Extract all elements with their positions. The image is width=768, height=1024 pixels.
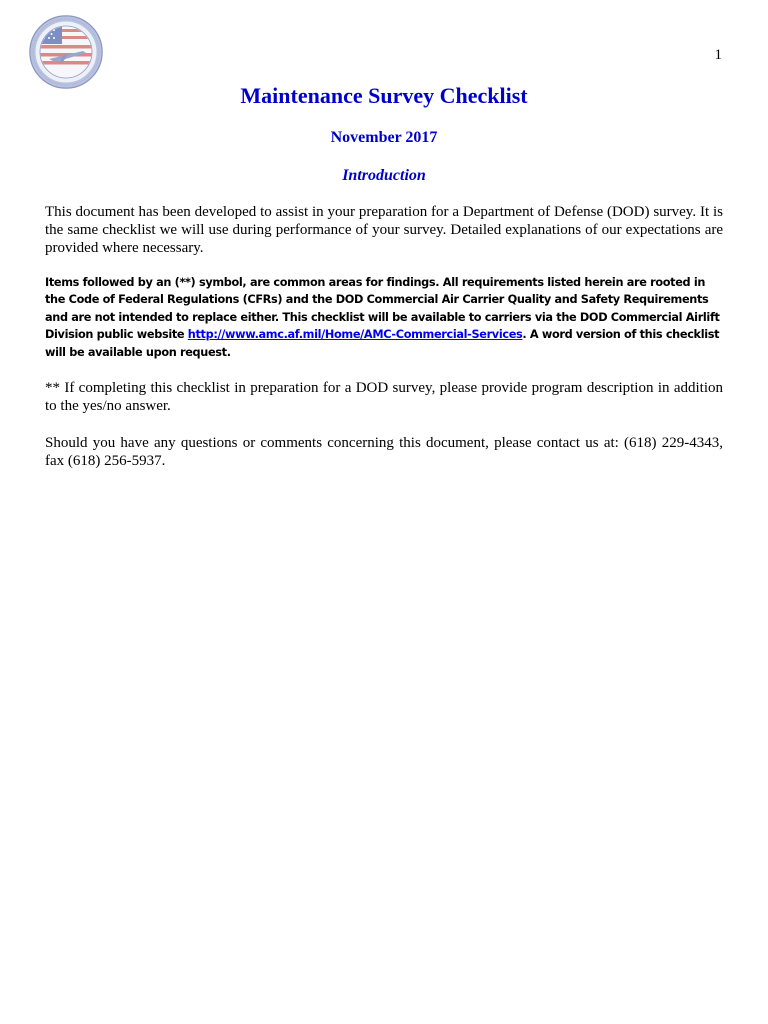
document-date: November 2017: [330, 129, 438, 146]
document-title: Maintenance Survey Checklist: [240, 83, 528, 108]
contact-paragraph: Should you have any questions or comments concerning this document, please contact us at: (618) 229-4343, fax (618) 256-5937.: [45, 435, 723, 469]
department-of-defense-seal-icon: [29, 15, 103, 89]
section-heading-introduction: Introduction: [342, 167, 426, 184]
findings-note-text: Items followed by an (**) symbol, are common areas for findings. All requirements listed herein are rooted in the Code of Federal Regulations (CFRs) and the DOD Commercial Air Carrier Quality and Safety Requirements and are not intended to replace either. This checklist will be available to carriers via the DOD Commercial Airlift Division public website: [45, 276, 720, 342]
amc-website-link[interactable]: http://www.amc.af.mil/Home/AMC-Commercial-Services: [187, 328, 523, 342]
page-number: 1: [714, 47, 722, 63]
intro-paragraph: This document has been developed to assist in your preparation for a Department of Defense (DOD) survey. It is the same checklist we will use during performance of your survey. Detailed explanations of our expectations are provided where necessary.: [45, 204, 723, 256]
findings-note-paragraph: [45, 274, 723, 361]
findings-note-text-end: . A word version of this checklist will be available upon request.: [45, 328, 720, 359]
program-description-note: ** If completing this checklist in preparation for a DOD survey, please provide program description in addition to the yes/no answer.: [45, 380, 723, 414]
